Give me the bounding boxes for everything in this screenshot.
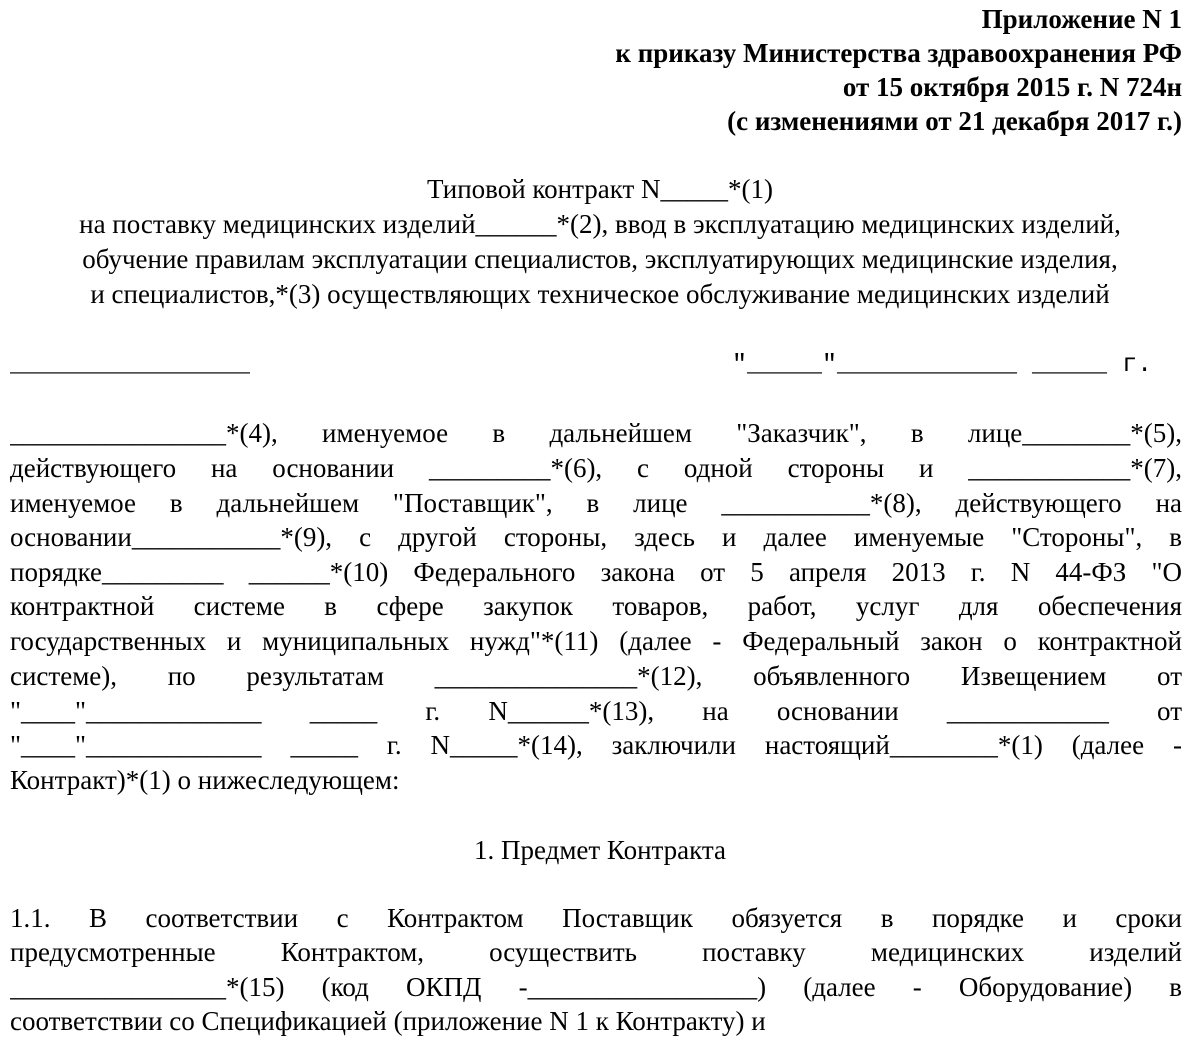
clause-line: ________________*(15) (код ОКПД -_________________) (далее - Оборудование) в	[10, 972, 1182, 1002]
preamble-line: контрактной системе в сфере закупок товаров, работ, услуг для обеспечения	[10, 591, 1182, 621]
clause-line: 1.1. В соответствии с Контрактом Поставщик обязуется в порядке и сроки	[10, 903, 1182, 933]
subtitle-line: на поставку медицинских изделий______*(2), ввод в эксплуатацию медицинских изделий,	[79, 209, 1121, 239]
contract-title: Типовой контракт N_____*(1)	[426, 174, 774, 204]
preamble-line: основании___________*(9), с другой стороны, здесь и далее именуемые "Стороны", в	[10, 522, 1182, 552]
order-date: от 15 октября 2015 г. N 724н	[842, 72, 1182, 102]
section-1-title: 1. Предмет Контракта	[473, 835, 727, 865]
amendment-note: (с изменениями от 21 декабря 2017 г.)	[727, 106, 1182, 136]
preamble-line: порядке_________ ______*(10) Федерального закона от 5 апреля 2013 г. N 44-ФЗ "О	[10, 557, 1182, 587]
contract-subtitle	[0, 207, 1200, 312]
place-field: ________________	[10, 350, 251, 379]
clause-line: предусмотренные Контрактом, осуществить поставку медицинских изделий	[10, 937, 1182, 967]
subtitle-line: обучение правилам эксплуатации специалистов, эксплуатирующих медицинские изделия,	[82, 244, 1118, 274]
preamble-line: Контракт)*(1) о нижеследующем:	[10, 765, 400, 795]
preamble-line: действующего на основании _________*(6), с одной стороны и ____________*(7),	[10, 453, 1182, 483]
order-name: к приказу Министерства здравоохранения РФ	[615, 38, 1182, 68]
date-field: "_____"____________ _____ г.	[732, 350, 1153, 379]
clause-line: соответствии со Спецификацией (приложение N 1 к Контракту) и	[10, 1006, 766, 1036]
preamble-line: системе), по результатам _______________*(12), объявленного Извещением от	[10, 661, 1182, 691]
preamble-line: "____"_____________ _____ г. N______*(13), на основании ____________ от	[10, 696, 1182, 726]
subtitle-line: и специалистов,*(3) осуществляющих техническое обслуживание медицинских изделий	[90, 279, 1110, 309]
preamble-line: государственных и муниципальных нужд"*(11) (далее - Федеральный закон о контрактной	[10, 626, 1182, 656]
preamble-line: именуемое в дальнейшем "Поставщик", в лице ___________*(8), действующего на	[10, 488, 1182, 518]
appendix-header	[615, 2, 1182, 138]
appendix-number: Приложение N 1	[981, 4, 1182, 34]
preamble-line: ________________*(4), именуемое в дальнейшем "Заказчик", в лице________*(5),	[10, 418, 1182, 448]
preamble-line: "____"_____________ _____ г. N_____*(14), заключили настоящий________*(1) (далее -	[10, 730, 1182, 760]
